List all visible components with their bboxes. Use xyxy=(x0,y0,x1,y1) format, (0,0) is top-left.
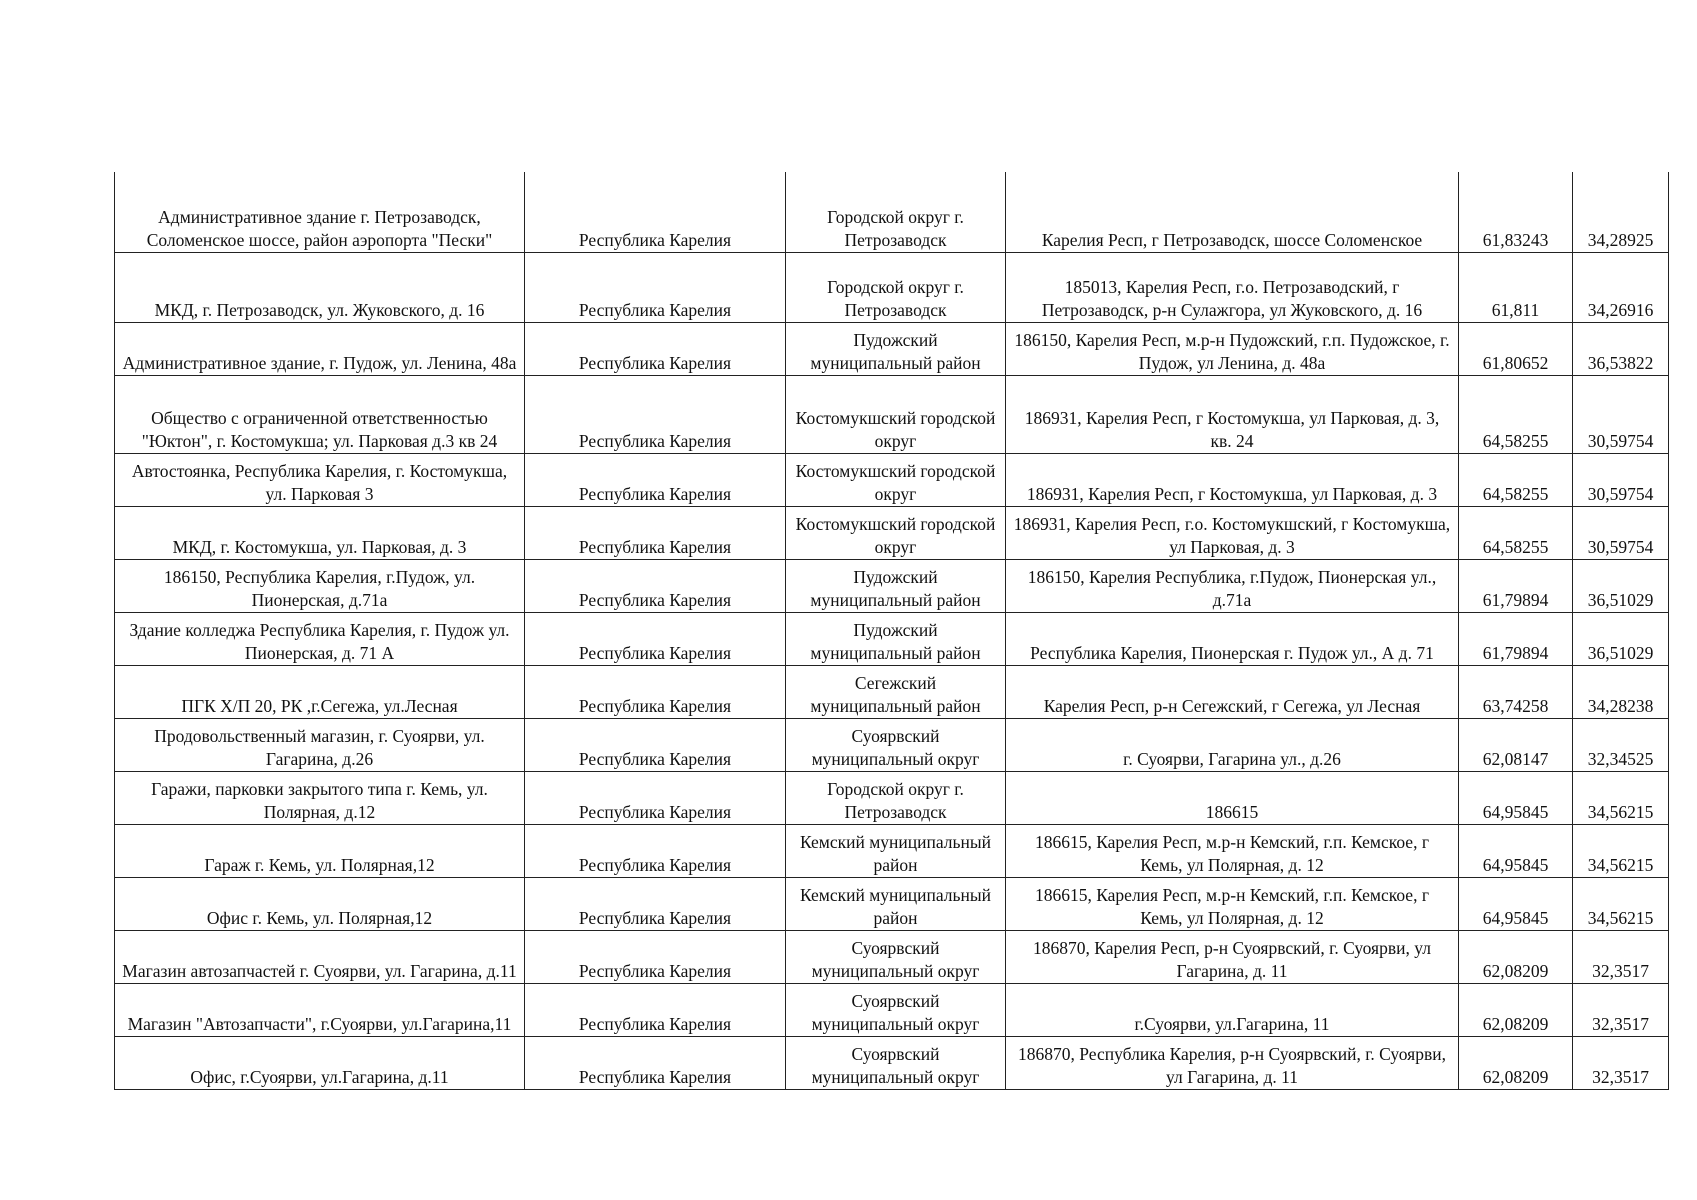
region-cell: Республика Карелия xyxy=(525,771,786,824)
address-cell: 186931, Карелия Респ, г.о. Костомукшский, г Костомукша, ул Парковая, д. 3 xyxy=(1006,506,1459,559)
municipality-cell: Сегежский муниципальный район xyxy=(786,665,1006,718)
longitude-cell: 34,56215 xyxy=(1573,824,1669,877)
municipality-cell: Пудожский муниципальный район xyxy=(786,322,1006,375)
municipality-cell: Суоярвский муниципальный округ xyxy=(786,718,1006,771)
municipality-cell: Кемский муниципальный район xyxy=(786,824,1006,877)
region-cell: Республика Карелия xyxy=(525,665,786,718)
object-name-cell: Офис, г.Суоярви, ул.Гагарина, д.11 xyxy=(115,1036,525,1089)
latitude-cell: 63,74258 xyxy=(1459,665,1573,718)
object-name-cell: Здание колледжа Республика Карелия, г. Пудож ул. Пионерская, д. 71 А xyxy=(115,612,525,665)
municipality-cell: Суоярвский муниципальный округ xyxy=(786,930,1006,983)
region-cell: Республика Карелия xyxy=(525,172,786,252)
object-name-cell: Офис г. Кемь, ул. Полярная,12 xyxy=(115,877,525,930)
region-cell: Республика Карелия xyxy=(525,983,786,1036)
address-cell: Карелия Респ, г Петрозаводск, шоссе Соломенское xyxy=(1006,172,1459,252)
region-cell: Республика Карелия xyxy=(525,1036,786,1089)
longitude-cell: 32,3517 xyxy=(1573,983,1669,1036)
objects-table-body xyxy=(115,172,1669,1089)
object-name-cell: Административное здание г. Петрозаводск, Соломенское шоссе, район аэропорта "Пески" xyxy=(115,172,525,252)
address-cell: Карелия Респ, р-н Сегежский, г Сегежа, ул Лесная xyxy=(1006,665,1459,718)
longitude-cell: 32,3517 xyxy=(1573,1036,1669,1089)
address-cell: 185013, Карелия Респ, г.о. Петрозаводский, г Петрозаводск, р-н Сулажгора, ул Жуковского, д. 16 xyxy=(1006,252,1459,322)
longitude-cell: 34,28925 xyxy=(1573,172,1669,252)
longitude-cell: 36,51029 xyxy=(1573,559,1669,612)
address-cell: г.Суоярви, ул.Гагарина, 11 xyxy=(1006,983,1459,1036)
municipality-cell: Пудожский муниципальный район xyxy=(786,612,1006,665)
municipality-cell: Костомукшский городской округ xyxy=(786,506,1006,559)
table-row xyxy=(115,877,1669,930)
object-name-cell: Общество с ограниченной ответственностью "Юктон", г. Костомукша; ул. Парковая д.3 кв 24 xyxy=(115,375,525,453)
address-cell: 186931, Карелия Респ, г Костомукша, ул Парковая, д. 3 xyxy=(1006,453,1459,506)
table-row xyxy=(115,252,1669,322)
address-cell: 186150, Карелия Республика, г.Пудож, Пионерская ул., д.71а xyxy=(1006,559,1459,612)
address-cell: 186150, Карелия Респ, м.р-н Пудожский, г.п. Пудожское, г. Пудож, ул Ленина, д. 48а xyxy=(1006,322,1459,375)
object-name-cell: Административное здание, г. Пудож, ул. Ленина, 48а xyxy=(115,322,525,375)
municipality-cell: Суоярвский муниципальный округ xyxy=(786,1036,1006,1089)
table-row xyxy=(115,375,1669,453)
latitude-cell: 64,95845 xyxy=(1459,771,1573,824)
latitude-cell: 61,80652 xyxy=(1459,322,1573,375)
table-row xyxy=(115,612,1669,665)
municipality-cell: Кемский муниципальный район xyxy=(786,877,1006,930)
longitude-cell: 30,59754 xyxy=(1573,506,1669,559)
latitude-cell: 61,83243 xyxy=(1459,172,1573,252)
municipality-cell: Костомукшский городской округ xyxy=(786,375,1006,453)
latitude-cell: 64,58255 xyxy=(1459,375,1573,453)
latitude-cell: 64,58255 xyxy=(1459,506,1573,559)
latitude-cell: 62,08147 xyxy=(1459,718,1573,771)
longitude-cell: 36,53822 xyxy=(1573,322,1669,375)
municipality-cell: Городской округ г. Петрозаводск xyxy=(786,252,1006,322)
longitude-cell: 32,34525 xyxy=(1573,718,1669,771)
table-row xyxy=(115,559,1669,612)
address-cell: Республика Карелия, Пионерская г. Пудож ул., А д. 71 xyxy=(1006,612,1459,665)
latitude-cell: 61,79894 xyxy=(1459,612,1573,665)
object-name-cell: Автостоянка, Республика Карелия, г. Костомукша, ул. Парковая 3 xyxy=(115,453,525,506)
latitude-cell: 62,08209 xyxy=(1459,983,1573,1036)
object-name-cell: Продовольственный магазин, г. Суоярви, ул. Гагарина, д.26 xyxy=(115,718,525,771)
table-row xyxy=(115,983,1669,1036)
region-cell: Республика Карелия xyxy=(525,252,786,322)
region-cell: Республика Карелия xyxy=(525,375,786,453)
longitude-cell: 34,56215 xyxy=(1573,877,1669,930)
table-row xyxy=(115,930,1669,983)
region-cell: Республика Карелия xyxy=(525,877,786,930)
municipality-cell: Городской округ г. Петрозаводск xyxy=(786,771,1006,824)
address-cell: 186615 xyxy=(1006,771,1459,824)
region-cell: Республика Карелия xyxy=(525,718,786,771)
longitude-cell: 30,59754 xyxy=(1573,375,1669,453)
table-row xyxy=(115,322,1669,375)
object-name-cell: Гаражи, парковки закрытого типа г. Кемь, ул. Полярная, д.12 xyxy=(115,771,525,824)
region-cell: Республика Карелия xyxy=(525,322,786,375)
table-row xyxy=(115,718,1669,771)
table-row xyxy=(115,824,1669,877)
address-cell: 186615, Карелия Респ, м.р-н Кемский, г.п. Кемское, г Кемь, ул Полярная, д. 12 xyxy=(1006,824,1459,877)
municipality-cell: Суоярвский муниципальный округ xyxy=(786,983,1006,1036)
region-cell: Республика Карелия xyxy=(525,506,786,559)
latitude-cell: 64,95845 xyxy=(1459,877,1573,930)
address-cell: 186870, Карелия Респ, р-н Суоярвский, г. Суоярви, ул Гагарина, д. 11 xyxy=(1006,930,1459,983)
table-row xyxy=(115,172,1669,252)
longitude-cell: 32,3517 xyxy=(1573,930,1669,983)
address-cell: 186931, Карелия Респ, г Костомукша, ул Парковая, д. 3, кв. 24 xyxy=(1006,375,1459,453)
region-cell: Республика Карелия xyxy=(525,930,786,983)
address-cell: 186870, Республика Карелия, р-н Суоярвский, г. Суоярви, ул Гагарина, д. 11 xyxy=(1006,1036,1459,1089)
object-name-cell: ПГК Х/П 20, РК ,г.Сегежа, ул.Лесная xyxy=(115,665,525,718)
latitude-cell: 64,95845 xyxy=(1459,824,1573,877)
latitude-cell: 61,79894 xyxy=(1459,559,1573,612)
longitude-cell: 34,56215 xyxy=(1573,771,1669,824)
region-cell: Республика Карелия xyxy=(525,559,786,612)
object-name-cell: МКД, г. Петрозаводск, ул. Жуковского, д. 16 xyxy=(115,252,525,322)
latitude-cell: 62,08209 xyxy=(1459,1036,1573,1089)
table-row xyxy=(115,453,1669,506)
objects-table xyxy=(114,172,1669,1090)
longitude-cell: 30,59754 xyxy=(1573,453,1669,506)
address-cell: г. Суоярви, Гагарина ул., д.26 xyxy=(1006,718,1459,771)
municipality-cell: Костомукшский городской округ xyxy=(786,453,1006,506)
object-name-cell: Магазин "Автозапчасти", г.Суоярви, ул.Гагарина,11 xyxy=(115,983,525,1036)
municipality-cell: Пудожский муниципальный район xyxy=(786,559,1006,612)
address-cell: 186615, Карелия Респ, м.р-н Кемский, г.п. Кемское, г Кемь, ул Полярная, д. 12 xyxy=(1006,877,1459,930)
region-cell: Республика Карелия xyxy=(525,612,786,665)
latitude-cell: 64,58255 xyxy=(1459,453,1573,506)
longitude-cell: 36,51029 xyxy=(1573,612,1669,665)
object-name-cell: МКД, г. Костомукша, ул. Парковая, д. 3 xyxy=(115,506,525,559)
object-name-cell: Магазин автозапчастей г. Суоярви, ул. Гагарина, д.11 xyxy=(115,930,525,983)
longitude-cell: 34,28238 xyxy=(1573,665,1669,718)
object-name-cell: Гараж г. Кемь, ул. Полярная,12 xyxy=(115,824,525,877)
table-row xyxy=(115,665,1669,718)
region-cell: Республика Карелия xyxy=(525,453,786,506)
latitude-cell: 62,08209 xyxy=(1459,930,1573,983)
longitude-cell: 34,26916 xyxy=(1573,252,1669,322)
object-name-cell: 186150, Республика Карелия, г.Пудож, ул. Пионерская, д.71а xyxy=(115,559,525,612)
table-row xyxy=(115,771,1669,824)
table-row xyxy=(115,1036,1669,1089)
region-cell: Республика Карелия xyxy=(525,824,786,877)
table-row xyxy=(115,506,1669,559)
municipality-cell: Городской округ г. Петрозаводск xyxy=(786,172,1006,252)
latitude-cell: 61,811 xyxy=(1459,252,1573,322)
